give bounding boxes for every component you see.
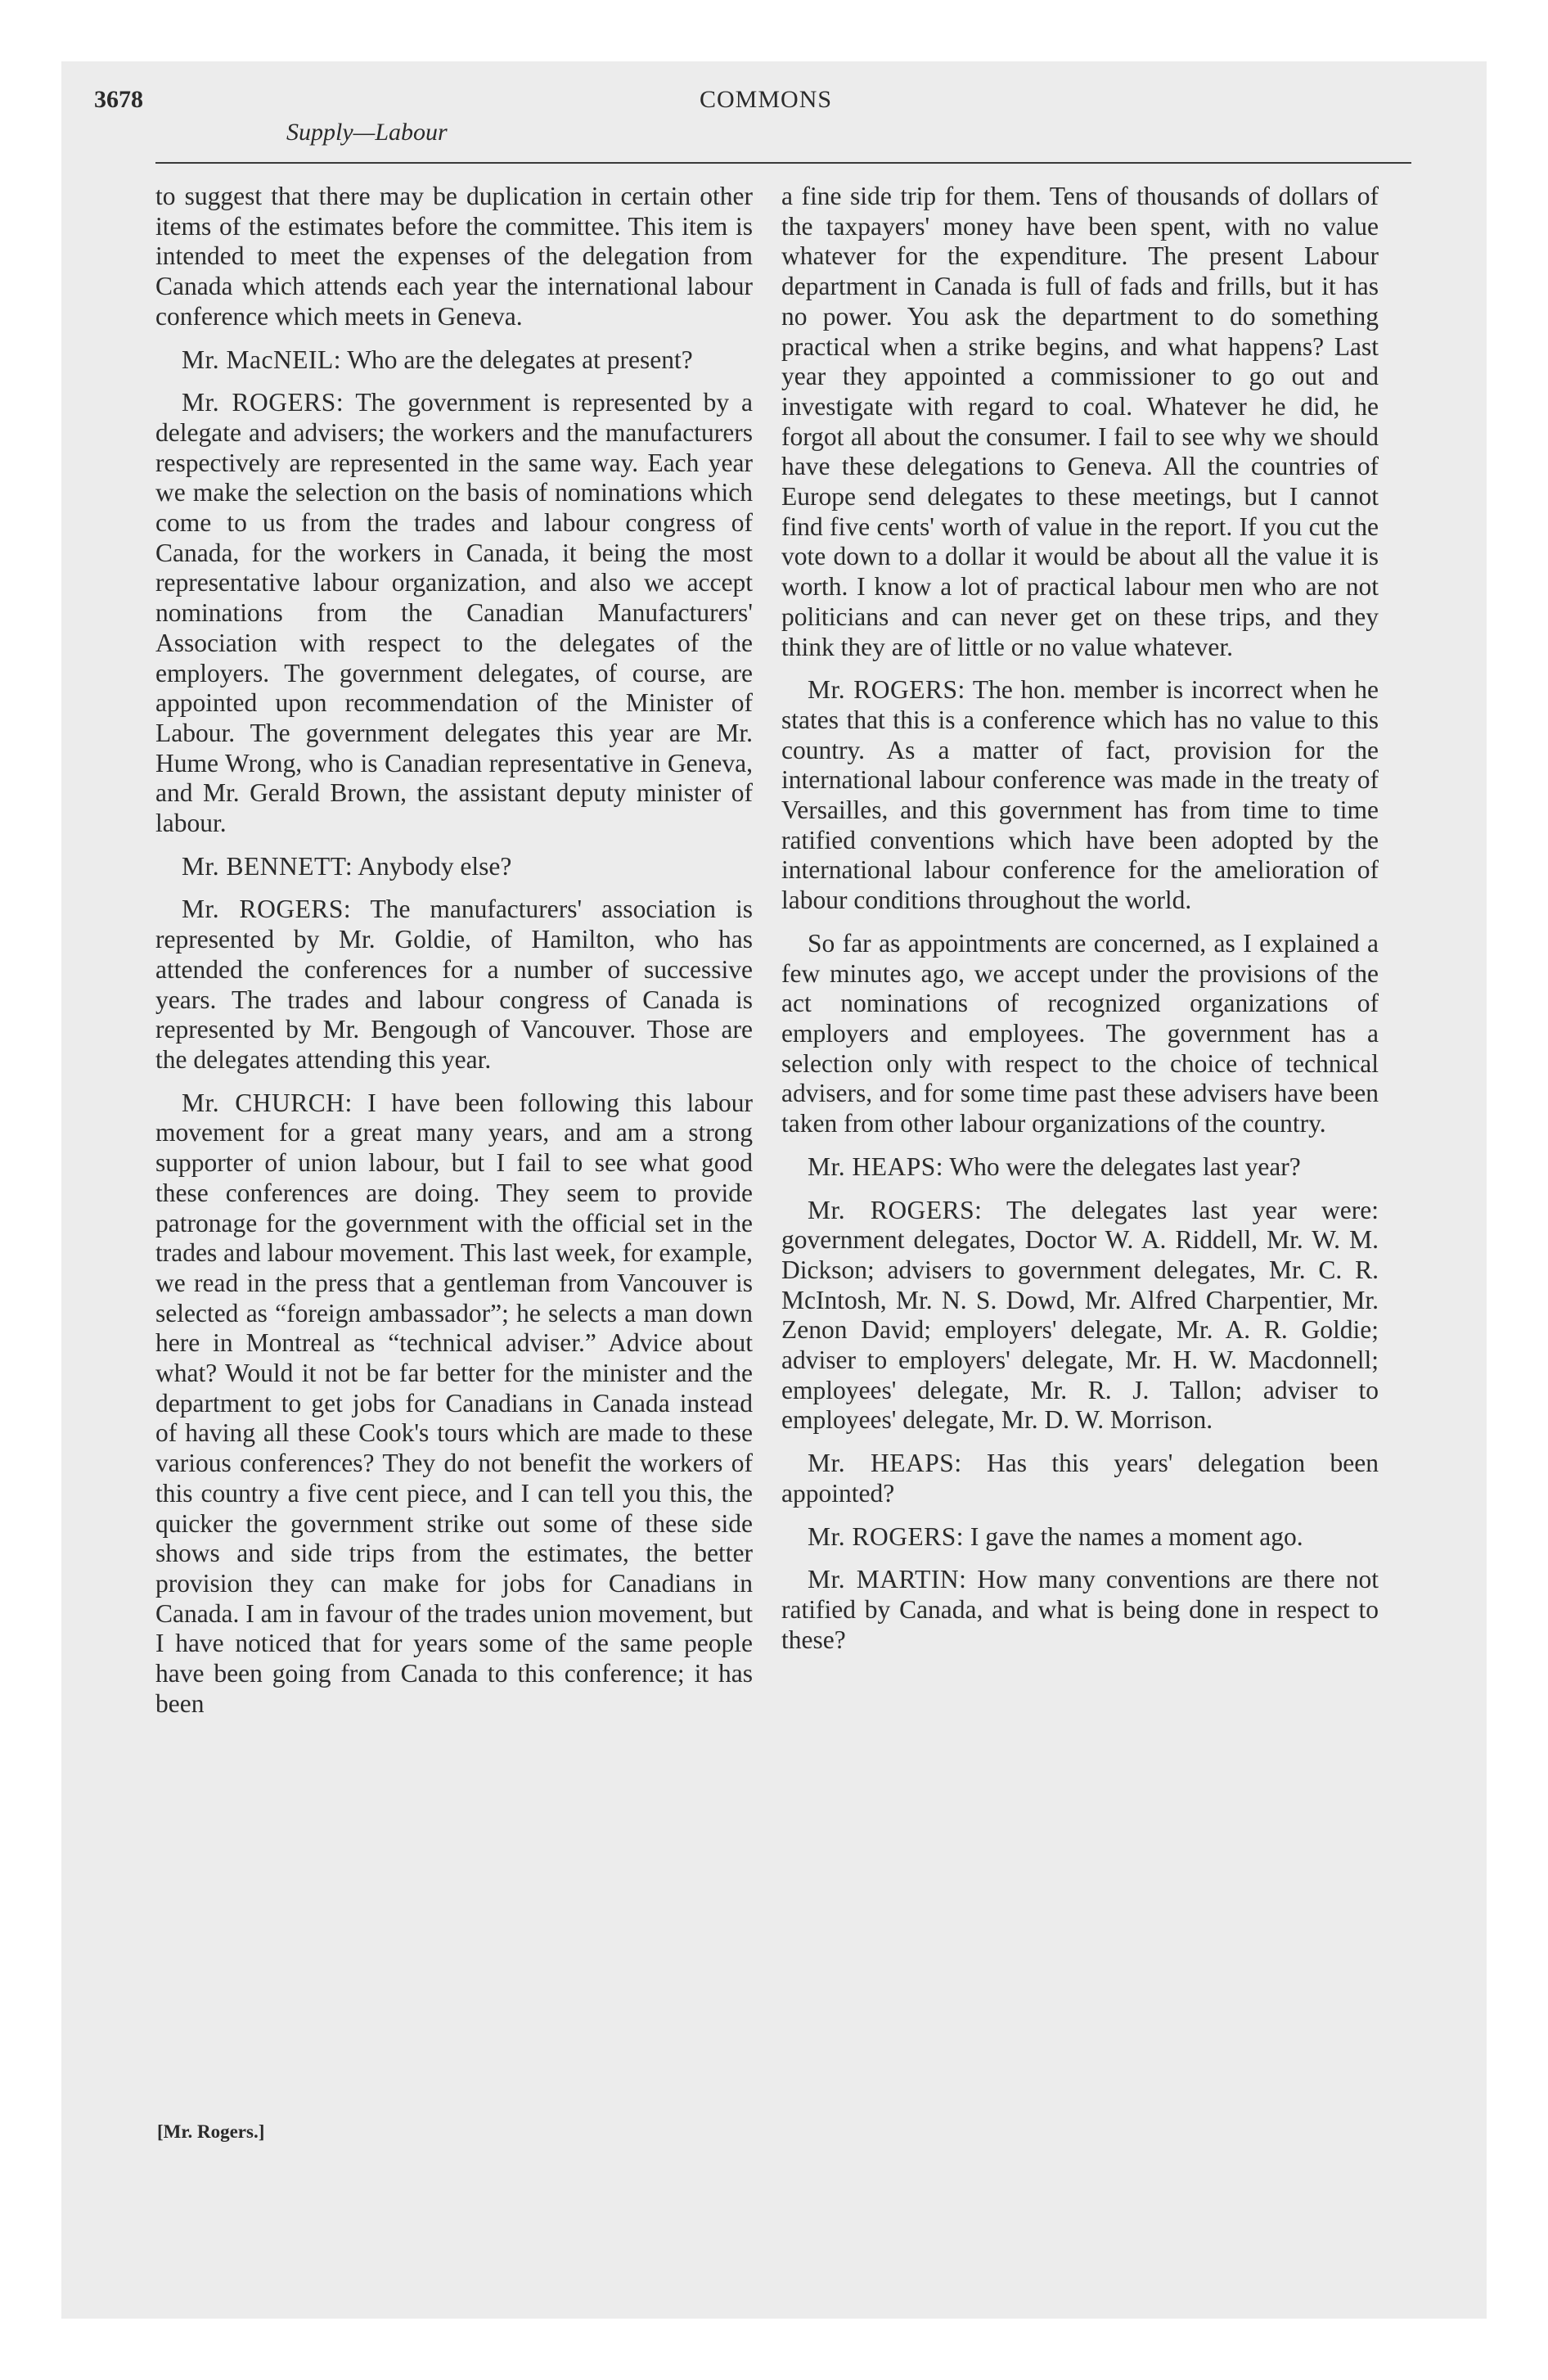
paragraph	[155, 182, 753, 332]
header-rule	[155, 162, 1411, 164]
speaker-name: Mr. ROGERS:	[182, 388, 344, 417]
paragraph-text: Who are the delegates at present?	[340, 345, 693, 374]
paragraph-text: How many conventions are there not ratified by Canada, and what is being done in respect to these?	[781, 1565, 1379, 1654]
paragraph-text: So far as appointments are concerned, as I explained a few minutes ago, we accept under the provisions of the act nominations of recognized organizations of employers and employees. The government has a selection only with respect to the choice of technical advisers, and for some time past these advisers have been taken from other labour organizations of the country.	[781, 928, 1379, 1138]
paragraph	[781, 1449, 1379, 1508]
page-header	[94, 86, 1411, 168]
chamber-title: COMMONS	[700, 86, 833, 113]
paragraph-text: The government is represented by a delegate and advisers; the workers and the manufacturers respectively are represented in the same way. Each year we make the selection on the basis of nominations which come to us from the trades and labour congress of Canada, for the workers in Canada, it being the most representative labour organization, and also we accept nominations from the Canadian Manufacturers' Association with respect to the delegates of the employers. The government delegates, of course, are appointed upon recommendation of the Minister of Labour. The government delegates this year are Mr. Hume Wrong, who is Canadian representative in Geneva, and Mr. Gerald Brown, the assistant deputy minister of labour.	[155, 388, 754, 838]
speaker-name: Mr. ROGERS:	[808, 1195, 983, 1224]
paragraph-text: I gave the names a moment ago.	[964, 1521, 1303, 1551]
paragraph	[155, 852, 753, 882]
paragraph	[155, 388, 753, 839]
paragraph	[781, 1152, 1379, 1183]
paragraph	[781, 929, 1379, 1139]
paragraph	[781, 1565, 1379, 1655]
paragraph	[781, 182, 1379, 662]
paragraph-text: to suggest that there may be duplication in certain other items of the estimates before the committee. This item is intended to meet the expenses of the delegation from Canada which attends each year the international labour conference which meets in Geneva.	[155, 182, 753, 331]
section-title: Supply—Labour	[286, 119, 448, 146]
paragraph	[155, 345, 753, 376]
paragraph-text: The delegates last year were: government delegates, Doctor W. A. Riddell, Mr. W. M. Dickson; advisers to government delegates, Mr. C. R. McIntosh, Mr. N. S. Dowd, Mr. Alfred Charpentier, Mr. Zenon David; employers' delegate, Mr. A. R. Goldie; adviser to employers' delegate, Mr. H. W. Macdonnell; employees' delegate, Mr. R. J. Tallon; adviser to employees' delegate, Mr. D. W. Morrison.	[781, 1195, 1379, 1435]
paragraph	[155, 895, 753, 1075]
speaker-name: Mr. MacNEIL:	[182, 345, 341, 374]
paragraph	[781, 1522, 1379, 1553]
speaker-name: Mr. CHURCH:	[182, 1088, 353, 1117]
speaker-name: Mr. HEAPS:	[808, 1449, 962, 1478]
speaker-name: Mr. ROGERS:	[182, 895, 352, 924]
speaker-name: Mr. ROGERS:	[808, 675, 965, 705]
footnote: [Mr. Rogers.]	[157, 2121, 265, 2142]
right-column	[781, 182, 1379, 1668]
paragraph	[155, 1089, 753, 1720]
paragraph-text: I have been following this labour movement for a great many years, and am a strong supporter of union labour, but I fail to see what good these conferences are doing. They seem to provide patronage for the government with the official set in the trades and labour movement. This last week, for example, we read in the press that a gentleman from Vancouver is selected as “foreign ambassador”; he selects a man down here in Montreal as “technical adviser.” Advice about what? Would it not be far better for the minister and the department to get jobs for Canadians in Canada instead of having all these Cook's tours which are made to these various conferences? They do not benefit the workers of this country a five cent piece, and I can tell you this, the quicker the government strike out some of these side shows and side trips from the estimates, the better provision they can make for jobs for Canadians in Canada. I am in favour of the trades union movement, but I have noticed that for years some of the same people have been going from Canada to this conference; it has been	[155, 1088, 753, 1718]
paragraph	[781, 1196, 1379, 1436]
speaker-name: Mr. MARTIN:	[808, 1565, 967, 1594]
speaker-name: Mr. HEAPS:	[808, 1152, 944, 1181]
paragraph-text: Anybody else?	[353, 851, 512, 881]
speaker-name: Mr. BENNETT:	[182, 851, 353, 881]
speaker-name: Mr. ROGERS:	[808, 1521, 965, 1551]
paragraph	[781, 675, 1379, 916]
paragraph-text: a fine side trip for them. Tens of thousands of dollars of the taxpayers' money have been spent, with no value whatever for the expenditure. The present Labour department in Canada is full of fads and frills, but it has no power. You ask the department to do something practical when a strike begins, and what happens? Last year they appointed a commissioner to go out and investigate with regard to coal. Whatever he did, he forgot all about the consumer. I fail to see why we should have these delegations to Geneva. All the countries of Europe send delegates to these meetings, but I cannot find five cents' worth of value in the report. If you cut the vote down to a dollar it would be about all the value it is worth. I know a lot of practical labour men who are not politicians and can never get on these trips, and they think they are of little or no value whatever.	[781, 182, 1379, 661]
paragraph-text: The manufacturers' association is represented by Mr. Goldie, of Hamilton, who has attended the conferences for a number of successive years. The trades and labour congress of Canada is represented by Mr. Bengough of Vancouver. Those are the delegates attending this year.	[155, 895, 753, 1074]
left-column	[155, 182, 753, 1732]
paragraph-text: Has this years' delegation been appointed?	[781, 1449, 1379, 1508]
paragraph-text: Who were the delegates last year?	[943, 1152, 1301, 1181]
page-number: 3678	[94, 86, 143, 113]
paragraph-text: The hon. member is incorrect when he states that this is a conference which has no value to this country. As a matter of fact, provision for the international labour conference was made in the treaty of Versailles, and this government has from time to time ratified conventions which have been adopted by the international labour conference for the amelioration of labour conditions throughout the world.	[781, 675, 1379, 915]
